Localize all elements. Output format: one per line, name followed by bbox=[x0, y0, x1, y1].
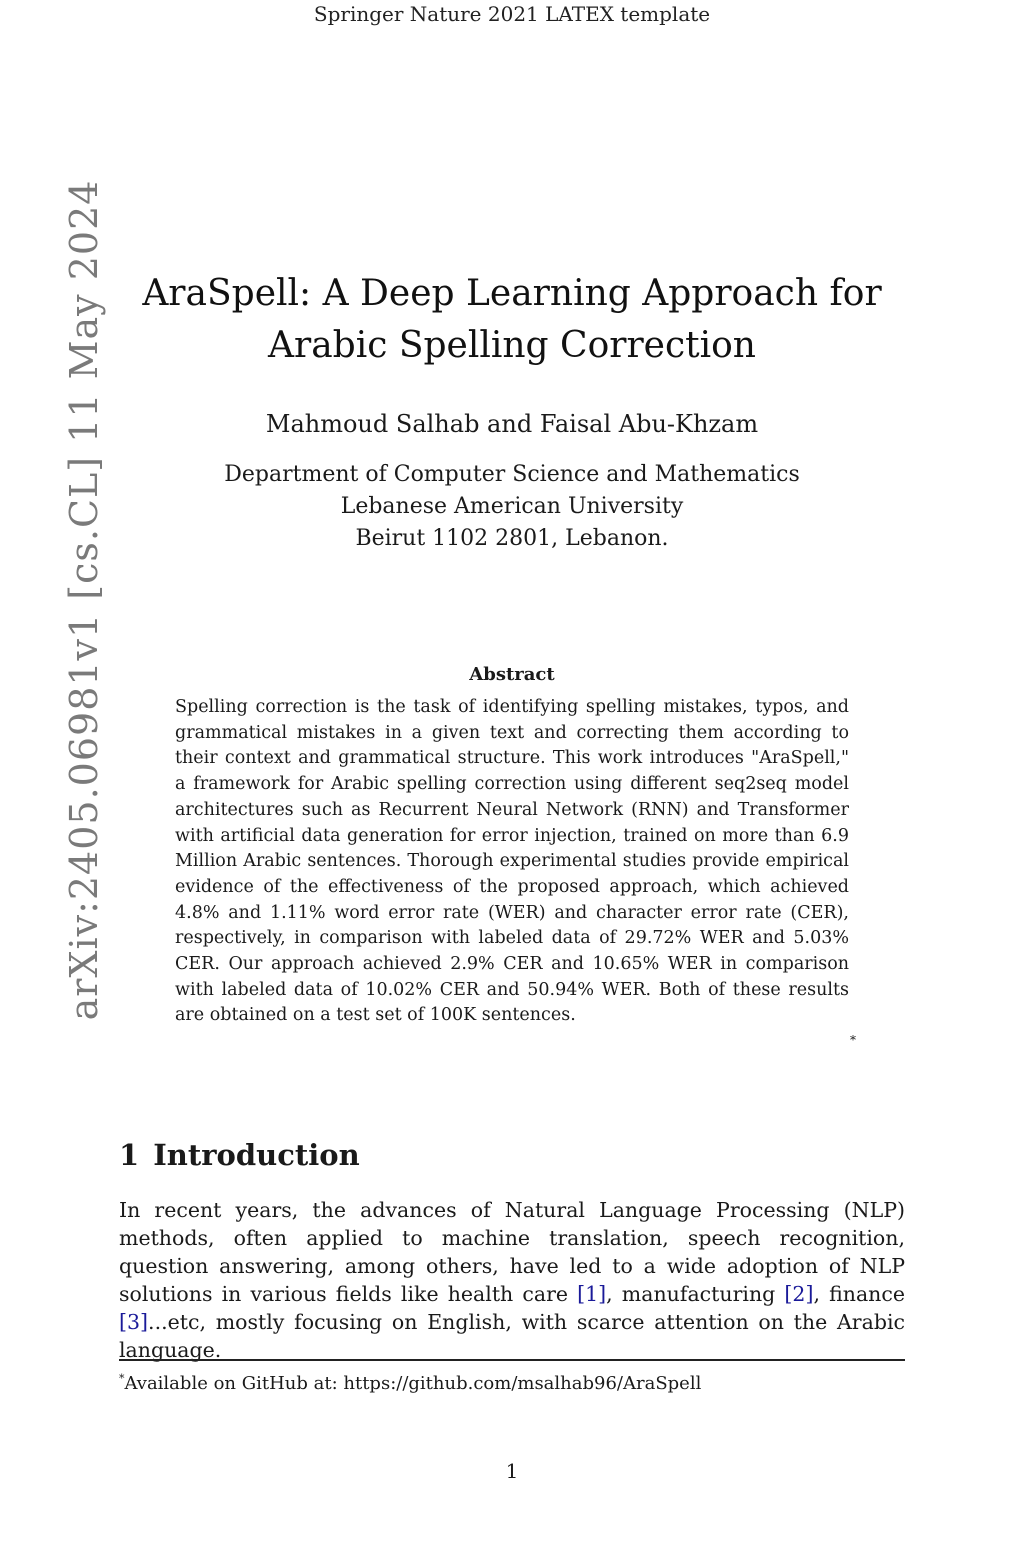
affiliation-university: Lebanese American University bbox=[340, 494, 684, 519]
intro-text-part-2: , manufacturing bbox=[606, 1282, 785, 1306]
footnote-marker: * bbox=[119, 1372, 125, 1385]
citation-link-1[interactable]: [1] bbox=[577, 1282, 607, 1306]
title-line-2: Arabic Spelling Correction bbox=[267, 325, 756, 366]
affiliation-department: Department of Computer Science and Mathematics bbox=[224, 462, 800, 487]
abstract-text: Spelling correction is the task of identifying spelling mistakes, typos, and grammatical mistakes in a given text and correcting them according to their context and grammatical structure. This work introduces "AraSpell," a framework for Arabic spelling correction using different seq2seq model architectures such as Recurrent Neural Network (RNN) and Transformer with artificial data generation for error injection, trained on more than 6.9 Million Arabic sentences. Thorough experimental studies provide empirical evidence of the effectiveness of the proposed approach, which achieved 4.8% and 1.11% word error rate (WER) and character error rate (CER), respectively, in comparison with labeled data of 29.72% WER and 5.03% CER. Our approach achieved 2.9% CER and 10.65% WER in comparison with labeled data of 10.02% CER and 50.94% WER. Both of these results are obtained on a test set of 100K sentences. bbox=[175, 697, 849, 1026]
citation-link-3[interactable]: [3] bbox=[119, 1310, 149, 1334]
section-heading-introduction bbox=[119, 1138, 360, 1172]
abstract-heading: Abstract bbox=[469, 664, 555, 685]
section-number: 1 bbox=[119, 1138, 140, 1172]
paper-title bbox=[112, 268, 912, 372]
authors: Mahmoud Salhab and Faisal Abu-Khzam bbox=[265, 410, 759, 438]
abstract-footnote-marker: * bbox=[850, 1033, 856, 1047]
affiliation-address: Beirut 1102 2801, Lebanon. bbox=[355, 526, 669, 551]
intro-text-part-3: , finance bbox=[813, 1282, 905, 1306]
arxiv-identifier-stamp: arXiv:2405.06981v1 [cs.CL] 11 May 2024 bbox=[62, 179, 106, 1021]
footnote-text: Available on GitHub at: https://github.com/msalhab96/AraSpell bbox=[124, 1373, 702, 1394]
intro-text-part-4: ...etc, mostly focusing on English, with scarce attention on the Arabic language. bbox=[119, 1310, 905, 1362]
introduction-paragraph bbox=[119, 1196, 905, 1364]
title-line-1: AraSpell: A Deep Learning Approach for bbox=[142, 273, 882, 314]
citation-link-2[interactable]: [2] bbox=[784, 1282, 814, 1306]
section-title: Introduction bbox=[153, 1138, 360, 1172]
page-number: 1 bbox=[505, 1459, 519, 1483]
footnote-divider bbox=[119, 1359, 905, 1361]
intro-text-part-1: In recent years, the advances of Natural Language Processing (NLP) methods, often applied to machine translation, speech recognition, question answering, among others, have led to a wide adoption of NLP solutions in various fields like health care bbox=[119, 1198, 905, 1306]
affiliation bbox=[112, 459, 912, 555]
running-header: Springer Nature 2021 LATEX template bbox=[313, 2, 711, 26]
footnote bbox=[119, 1372, 905, 1394]
